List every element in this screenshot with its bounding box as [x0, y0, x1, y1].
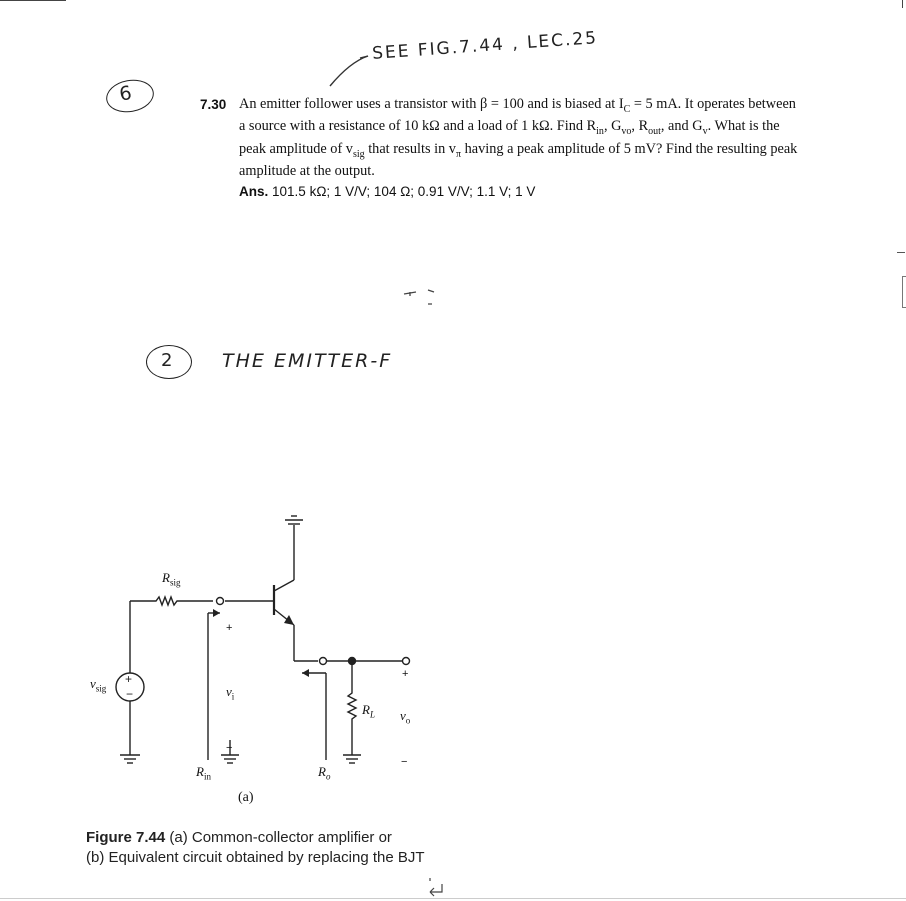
circled-number-6-text: 6: [117, 81, 136, 106]
ro-arrowhead: [302, 669, 309, 677]
problem-7-30: [200, 96, 870, 200]
handwritten-section-note: THE EMITTER-F: [222, 350, 393, 372]
emitter-follower-circuit: [80, 505, 440, 805]
problem-number: 7.30: [200, 97, 227, 112]
rin-label: $R_{in}$: [196, 764, 211, 782]
vsig-minus: −: [126, 687, 134, 701]
answer-line: [239, 183, 870, 201]
problem-body: [239, 96, 870, 181]
vi-minus: −: [226, 742, 233, 754]
crop-mark-top-left: [0, 0, 66, 1]
rin-arrowhead: [213, 609, 220, 617]
problem-line-2: a source with a resistance of 10 kΩ and a load of 1 kΩ. Find $R_{in}$, $G_{vo}$, $R_{out}$, and $G_v$. What is the: [239, 118, 780, 138]
vi-plus: +: [226, 622, 233, 634]
vsig-plus: +: [125, 672, 133, 686]
rsig-label: $R_{sig}$: [162, 570, 181, 588]
crop-mark-right: [902, 0, 903, 8]
caption-figure-number: Figure 7.44: [86, 829, 166, 846]
caption-line-1: Figure 7.44 (a) Common-collector amplifier or: [86, 829, 392, 846]
handwritten-reference-note: SEE FIG.7.44 , LEC.25: [371, 28, 599, 64]
vo-plus: +: [402, 668, 409, 680]
right-edge-mark: [897, 252, 905, 253]
problem-line-4: amplitude at the output.: [239, 163, 375, 180]
vsig-label: $v_{sig}$: [90, 676, 107, 694]
rl-resistor: [348, 661, 356, 755]
problem-line-1: An emitter follower uses a transistor with β = 100 and is biased at $I_C = 5$ mA. It operates between: [239, 96, 796, 115]
handwritten-arrow: [320, 52, 380, 92]
stray-mark: [402, 286, 436, 308]
vo-label: $v_o$: [400, 708, 411, 726]
right-edge-bracket: [902, 276, 906, 308]
emitter-terminal: [320, 658, 327, 665]
rl-label: $R_L$: [362, 702, 375, 720]
transistor-collector-leg: [274, 580, 294, 591]
bottom-return-mark: [426, 876, 448, 898]
circled-number-6: [104, 76, 157, 116]
answer-label: Ans.: [239, 183, 269, 199]
circled-number-2-text: 2: [161, 350, 175, 371]
answer-text: 101.5 kΩ; 1 V/V; 104 Ω; 0.91 V/V; 1.1 V; 1 V: [272, 183, 536, 199]
vo-minus: −: [401, 756, 408, 768]
circuit-sublabel: (a): [238, 790, 254, 805]
base-terminal: [217, 598, 224, 605]
circled-number-2: [146, 345, 192, 379]
bottom-edge-line: [0, 898, 906, 899]
emitter-arrowhead: [284, 615, 294, 625]
ro-label: $R_o$: [318, 764, 331, 782]
problem-line-3: peak amplitude of $v_{sig}$ that results in $v_\pi$ having a peak amplitude of 5 mV? Find the resulting peak: [239, 140, 798, 160]
rsig-resistor: [130, 597, 213, 605]
figure-caption: [86, 828, 425, 868]
output-terminal: [403, 658, 410, 665]
caption-line-2: (b) Equivalent circuit obtained by replacing the BJT: [86, 849, 425, 866]
vi-label: $v_i$: [226, 684, 235, 702]
